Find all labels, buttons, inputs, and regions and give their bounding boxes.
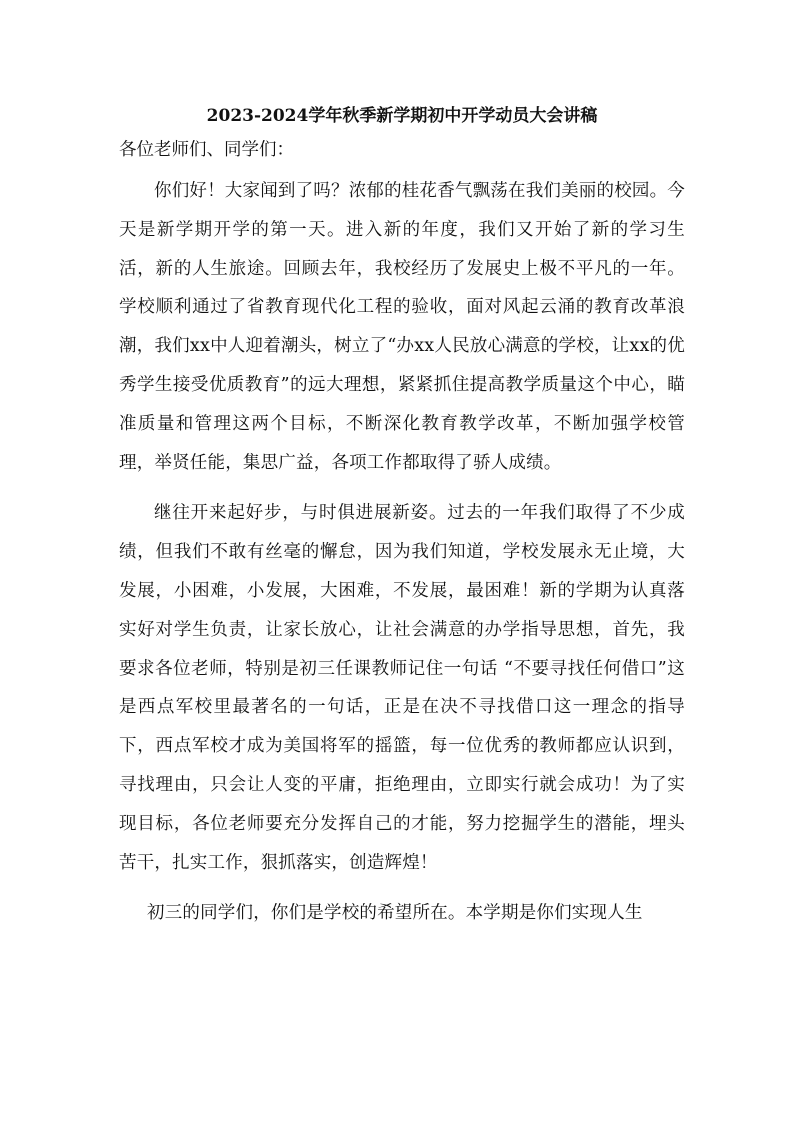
document-title: 2023-2024学年秋季新学期初中开学动员大会讲稿 [206,106,598,126]
paragraph-1: 你们好！大家闻到了吗？浓郁的桂花香气飘荡在我们美丽的校园。今天是新学期开学的第一天。进入新的年度，我们又开始了新的学习生活，新的人生旅途。回顾去年，我校经历了发展史上极不平凡的一年。学校顺利通过了省教育现代化工程的验收，面对风起云涌的教育改革浪潮，我们xx中人迎着潮头，树立了“办xx人民放心满意的学校，让xx的优秀学生接受优质教育”的远大理想，紧紧抓住提高教学质量这个中心，瞄准质量和管理这两个目标，不断深化教育教学改革，不断加强学校管理，举贤任能，集思广益，各项工作都取得了骄人成绩。 [119,181,685,473]
paragraph-3: 初三的同学们，你们是学校的希望所在。本学期是你们实现人生 [147,903,643,924]
salutation: 各位老师们、同学们： [119,140,294,160]
document-body [119,101,685,933]
paragraph-2: 继往开来起好步，与时俱进展新姿。过去的一年我们取得了不少成绩，但我们不敢有丝毫的懈怠，因为我们知道，学校发展永无止境，大发展，小困难，小发展，大困难，不发展，最困难！新的学期为认真落实好对学生负责，让家长放心，让社会满意的办学指导思想，首先，我要求各位老师，特别是初三任课教师记住一句话 “不要寻找任何借口”这是西点军校里最著名的一句话，正是在决不寻找借口这一理念的指导下，西点军校才成为美国将军的摇篮，每一位优秀的教师都应认识到，寻找理由，只会让人变的平庸，拒绝理由，立即实行就会成功！为了实现目标，各位老师要充分发挥自己的才能，努力挖掘学生的潜能，埋头苦干，扎实工作，狠抓落实，创造辉煌！ [119,503,685,873]
